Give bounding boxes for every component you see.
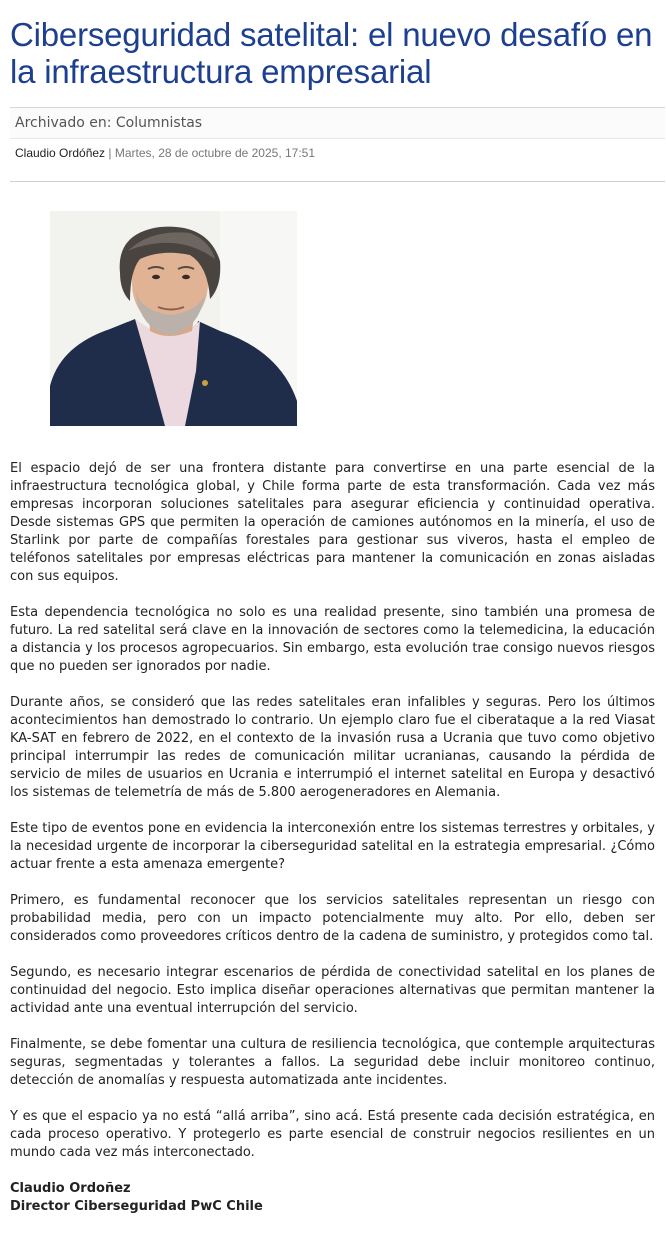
- byline-author: Claudio Ordóñez: [15, 146, 106, 160]
- article-container: [10, 0, 665, 1214]
- article-body: [10, 460, 655, 1216]
- article-paragraph: Y es que el espacio ya no está “allá arriba”, sino acá. Está presente cada decisión estratégica, en cada proceso operativo. Y protegerlo es parte esencial de construir negocios resilientes en un mundo cada vez más interconectado.: [10, 1109, 655, 1160]
- article-paragraph: Este tipo de eventos pone en evidencia la interconexión entre los sistemas terrestres y orbitales, y la necesidad urgente de incorporar la ciberseguridad satelital en la estrategia empresarial. ¿Cómo actuar frente a esta amenaza emergente?: [10, 821, 655, 872]
- byline: [10, 139, 665, 182]
- signature-role: Director Ciberseguridad PwC Chile: [10, 1199, 263, 1214]
- signature-name: Claudio Ordoñez: [10, 1181, 131, 1196]
- article-paragraph: Finalmente, se debe fomentar una cultura de resiliencia tecnológica, que contemple arquitecturas seguras, segmentadas y tolerantes a fallos. La seguridad debe incluir monitoreo continuo, detección de anomalías y respuesta automatizada ante incidentes.: [10, 1037, 655, 1088]
- archive-label: Archivado en:: [15, 115, 116, 131]
- article-paragraph: Segundo, es necesario integrar escenarios de pérdida de conectividad satelital en los planes de continuidad del negocio. Esto implica diseñar operaciones alternativas que permitan mantener la actividad ante una eventual interrupción del servicio.: [10, 965, 655, 1016]
- archive-category-link[interactable]: Columnistas: [115, 115, 203, 131]
- byline-separator: |: [108, 146, 112, 160]
- author-photo: [50, 211, 297, 426]
- author-portrait-image: [50, 211, 297, 426]
- article-paragraph: Durante años, se consideró que las redes satelitales eran infalibles y seguras. Pero los últimos acontecimientos han demostrado lo contrario. Un ejemplo claro fue el ciberataque a la red Viasat KA-SAT en febrero de 2022, en el contexto de la invasión rusa a Ucrania que tuvo como objetivo principal interrumpir las redes de comunicación militar ucranianas, causando la pérdida de servicio de miles de usuarios en Ucrania e interrumpió el internet satelital en Europa y desactivó los sistemas de telemetría de más de 5.800 aerogeneradores en Alemania.: [10, 695, 655, 800]
- archive-bar: [10, 107, 665, 139]
- article-title: Ciberseguridad satelital: el nuevo desafío en la infraestructura empresarial: [10, 16, 653, 90]
- article-paragraph: Primero, es fundamental reconocer que los servicios satelitales representan un riesgo con probabilidad media, pero con un impacto potencialmente muy alto. Por ello, deben ser considerados como proveedores críticos dentro de la cadena de suministro, y protegidos como tal.: [10, 893, 655, 944]
- article-paragraph: Esta dependencia tecnológica no solo es una realidad presente, sino también una promesa de futuro. La red satelital será clave en la innovación de sectores como la telemedicina, la educación a distancia y los procesos agropecuarios. Sin embargo, esta evolución trae consigo nuevos riesgos que no pueden ser ignorados por nadie.: [10, 605, 655, 674]
- article-paragraph: El espacio dejó de ser una frontera distante para convertirse en una parte esencial de la infraestructura tecnológica global, y Chile forma parte de esta transformación. Cada vez más empresas incorporan soluciones satelitales para asegurar eficiencia y continuidad operativa. Desde sistemas GPS que permiten la operación de camiones autónomos en la minería, el uso de Starlink por parte de compañías forestales para gestionar sus viveros, hasta el empleo de teléfonos satelitales por empresas eléctricas para mantener la comunicación en zonas aisladas con sus equipos.: [10, 461, 655, 584]
- byline-date: Martes, 28 de octubre de 2025, 17:51: [114, 146, 316, 160]
